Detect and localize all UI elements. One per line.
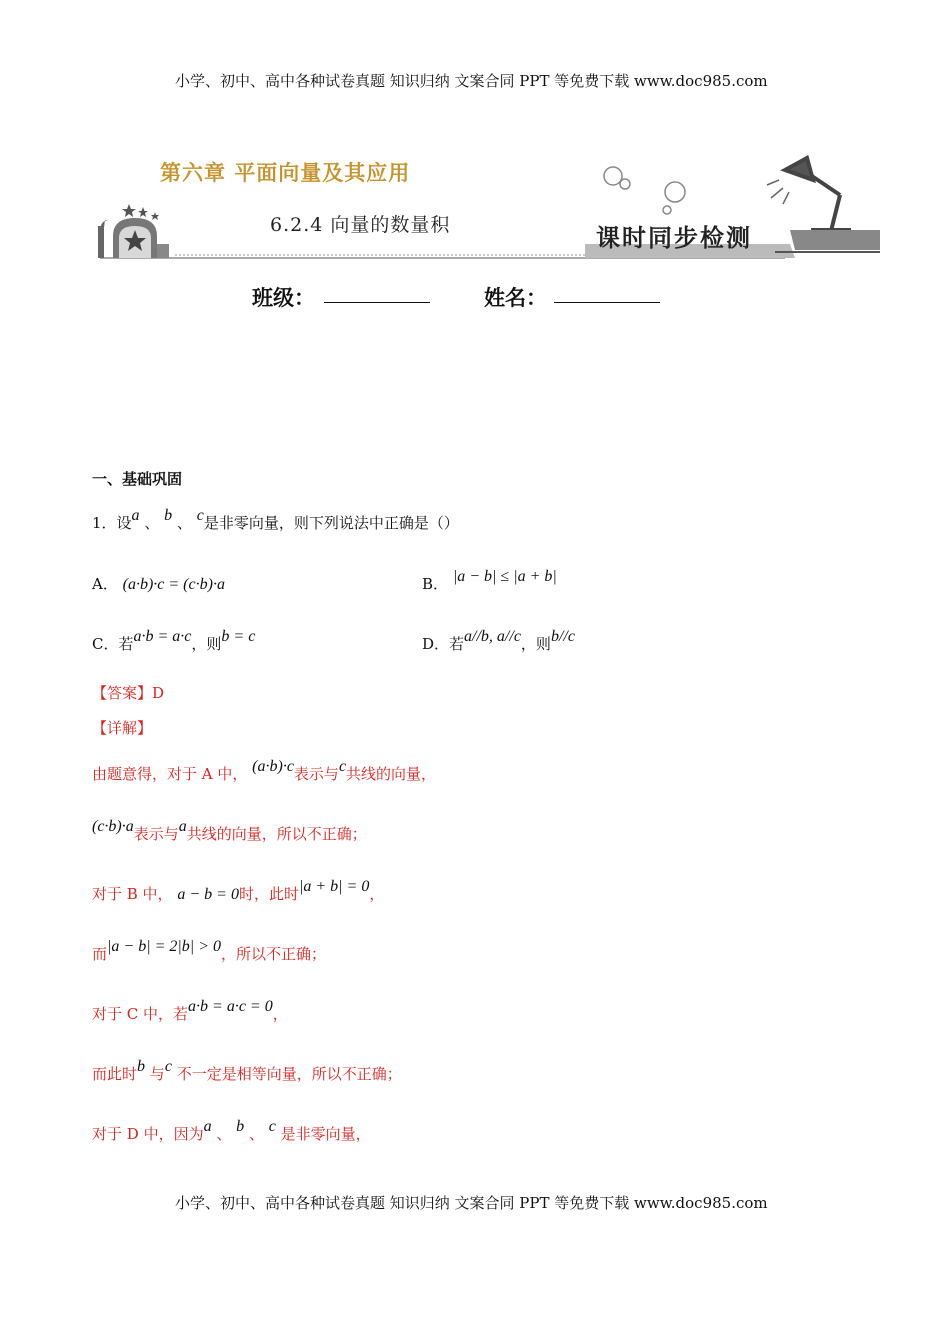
math-var: c: [338, 758, 347, 775]
option-d-expr1: a//b, a//c: [464, 628, 521, 645]
name-field[interactable]: [554, 280, 660, 303]
math-var: a: [203, 1118, 212, 1135]
header-watermark: 小学、初中、高中各种试卷真题 知识归纳 文案合同 PPT 等免费下载 www.doc985.com: [175, 72, 768, 90]
option-a-label: A．: [92, 575, 118, 593]
text: 、: [248, 1125, 264, 1143]
question-number: 1．设: [92, 514, 132, 532]
math-var: b: [137, 1058, 146, 1075]
solution-line-2: [92, 818, 367, 844]
lamp-light-icon: [767, 180, 789, 204]
option-d-expr2: b//c: [550, 628, 575, 645]
option-d: [422, 628, 575, 654]
math-expr: a − b = 0: [177, 886, 239, 903]
solution-line-4: [92, 938, 327, 964]
text: ，所以不正确；: [221, 945, 327, 963]
text: 与: [149, 1065, 165, 1083]
lesson-title: 6.2.4 向量的数量积: [270, 214, 451, 236]
star-badge-icon: [98, 204, 169, 258]
var-b: b: [164, 507, 173, 524]
class-label: 班级：: [252, 285, 315, 310]
bubbles-icon: [604, 167, 685, 214]
separator: 、: [144, 514, 160, 532]
option-c-expr2: b = c: [221, 628, 256, 645]
math-expr: (a·b)·c: [252, 758, 294, 775]
solution-line-6: [92, 1058, 402, 1084]
math-expr: |a − b| = 2|b| > 0: [107, 938, 221, 955]
option-b-label: B．: [422, 575, 449, 593]
answer-label: 【答案】D: [92, 684, 165, 702]
section-title: 一、基础巩固: [92, 470, 183, 488]
chapter-title: 第六章 平面向量及其应用: [160, 160, 411, 185]
text: 表示与: [293, 765, 339, 783]
text: 共线的向量，: [346, 765, 437, 783]
text: 、: [216, 1125, 232, 1143]
text: 共线的向量，所以不正确；: [186, 825, 367, 843]
question-stem: [92, 507, 459, 533]
text: 表示与: [133, 825, 179, 843]
option-b: [422, 568, 557, 594]
text: 对于 D 中，因为: [92, 1125, 204, 1143]
question-tail: 是非零向量，则下列说法中正确是（）: [203, 514, 459, 532]
var-c: c: [196, 507, 204, 524]
text: 而此时: [92, 1065, 138, 1083]
option-d-label: D．若: [422, 635, 465, 653]
math-expr: a·b = a·c = 0: [188, 998, 273, 1015]
text: 时，此时: [238, 885, 299, 903]
text: ，: [272, 1005, 288, 1023]
text: ，: [369, 885, 385, 903]
badge-bar-dark: [790, 230, 880, 250]
separator: 、: [176, 514, 192, 532]
math-var: b: [236, 1118, 245, 1135]
text: 而: [92, 945, 108, 963]
class-field[interactable]: [324, 280, 430, 303]
option-d-then: ，则: [520, 635, 551, 653]
option-c-expr1: a·b = a·c: [133, 628, 192, 645]
math-var: c: [164, 1058, 172, 1075]
text: 是非零向量，: [280, 1125, 371, 1143]
option-a-expr: (a·b)·c = (c·b)·a: [122, 576, 225, 593]
text: 由题意得，对于 A 中，: [92, 765, 248, 783]
name-label: 姓名：: [484, 285, 547, 310]
solution-line-1: [92, 758, 437, 784]
math-expr: (c·b)·a: [92, 818, 134, 835]
option-a: [92, 573, 225, 594]
text: 对于 B 中，: [92, 885, 173, 903]
detail-label: 【详解】: [92, 719, 153, 737]
footer-watermark: 小学、初中、高中各种试卷真题 知识归纳 文案合同 PPT 等免费下载 www.doc985.com: [175, 1194, 768, 1212]
text: 对于 C 中，若: [92, 1005, 189, 1023]
math-var: c: [268, 1118, 276, 1135]
var-a: a: [131, 507, 140, 524]
badge-text: 课时同步检测: [596, 223, 752, 252]
math-expr: |a + b| = 0: [298, 878, 370, 895]
solution-line-7: [92, 1118, 371, 1144]
option-c-then: ，则: [191, 635, 222, 653]
solution-line-5: [92, 998, 288, 1024]
math-var: a: [178, 818, 187, 835]
option-c-label: C．若: [92, 635, 134, 653]
text: 不一定是相等向量，所以不正确；: [176, 1065, 402, 1083]
solution-line-3: [92, 878, 385, 904]
desk-lamp-icon: [785, 158, 849, 238]
option-c: [92, 628, 256, 654]
option-b-expr: |a − b| ≤ |a + b|: [452, 568, 557, 585]
